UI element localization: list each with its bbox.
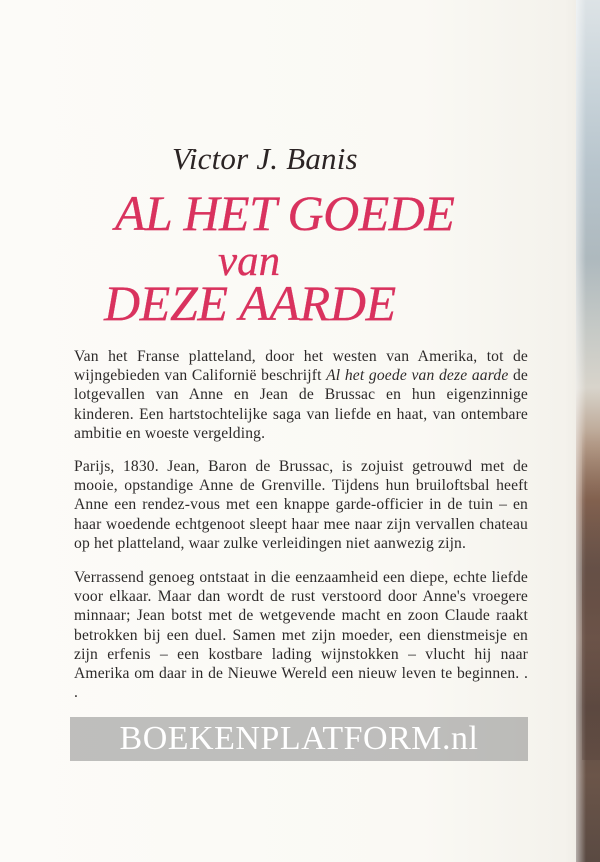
blurb-paragraph-2: Parijs, 1830. Jean, Baron de Brussac, is zojuist getrouwd met de mooie, opstandige Anne de Grenville. Tijdens hun bruiloftsbal heeft Anne een rendez-vous met een knappe garde-officier in de tuin – en haar woedende echtgenoot sleept haar mee naar zijn vervallen chateau op het platteland, waar zulke verleidingen niet aanwezig zijn. xyxy=(74,458,528,552)
author-name: Victor J. Banis xyxy=(172,141,358,176)
blurb-paragraph-1 xyxy=(74,347,528,443)
book-title-line-3: DEZE AARDE xyxy=(104,275,396,331)
blurb-paragraph-1-after: de lotgevallen van Anne en Jean de Brussac en hun eigenzinnige kinderen. Een hartstochtelijke saga van liefde en haat, van ontembare ambitie en woeste vergelding. xyxy=(74,367,528,442)
blurb-paragraph-3: Verrassend genoeg ontstaat in die eenzaamheid een diepe, echte liefde voor elkaar. Maar dan wordt de rust verstoord door Anne's vroegere minnaar; Jean botst met de wetgevende macht en zoon Claude raakt betrokken bij een duel. Samen met zijn moeder, een dienstmeisje en zijn erfenis – een kostbare lading wijnstokken – vlucht hij naar Amerika om daar in de Nieuwe Wereld een nieuw leven te beginnen. . . xyxy=(74,569,528,702)
book-title-line-2: van xyxy=(218,238,281,285)
blurb-paragraph-1-before: Van het Franse platteland, door het westen van Amerika, tot de wijngebieden van Californië beschrijft xyxy=(74,348,528,385)
adjacent-cover-edge xyxy=(576,0,600,862)
watermark-banner xyxy=(70,717,528,761)
blurb-paragraph-1-title: Al het goede van deze aarde xyxy=(326,367,509,385)
watermark-text: BOEKENPLATFORM.nl xyxy=(119,720,479,757)
book-title-line-1: AL HET GOEDE xyxy=(115,185,455,241)
